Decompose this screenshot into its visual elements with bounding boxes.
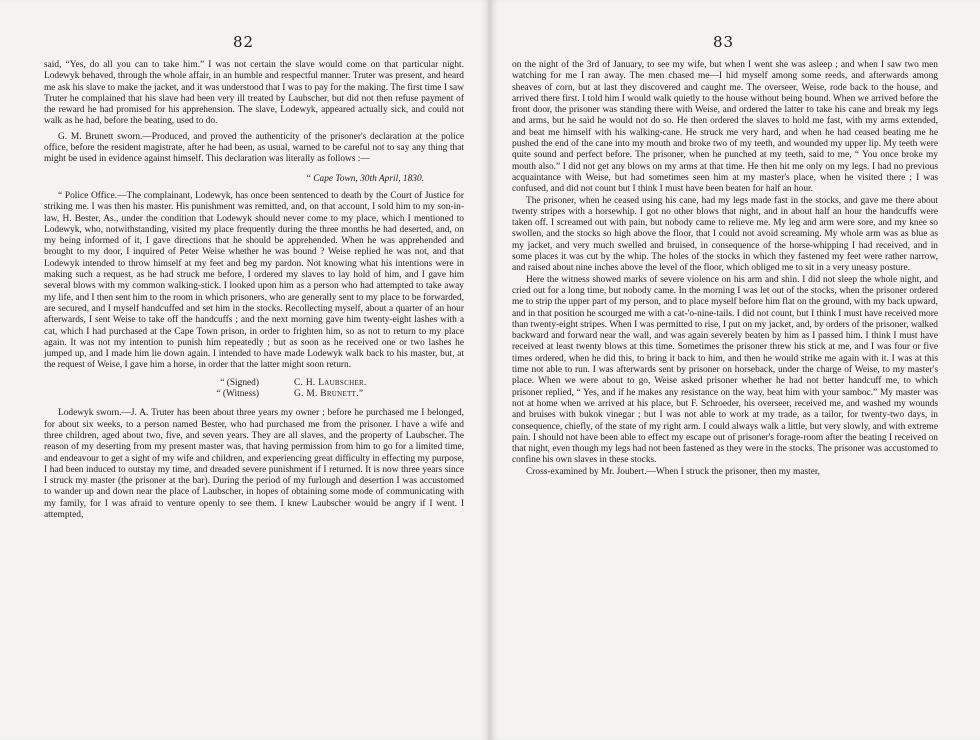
- page-number: 83: [713, 33, 735, 51]
- page-body: [512, 60, 938, 478]
- page-body: [44, 60, 464, 521]
- signature-line: [44, 378, 464, 389]
- page-number: 82: [233, 33, 255, 51]
- paragraph: said, “Yes, do all you can to take him.” I was not certain the slave would come on that particular night. Lodewyk behaved, through the whole affair, in an humble and respectful manner. Truter was present, and heard me ask his slave to make the jacket, and it was understood that I was to pay for the making. The first time I saw Truter he complained that his slave had been very ill treated by Laubscher, but did not then refuse payment of the reward he had promised for his apprehension. The slave, Lodewyk, appeared actually sick, and could not walk as he had, before the beating, used to do.: [44, 60, 464, 127]
- paragraph: Here the witness showed marks of severe violence on his arm and shin. I did not sleep the whole night, and cried out for a long time, but nobody came. In the morning I was let out of the stocks, when the prisoner ordered me to strip the upper part of my person, and to place myself before him flat on the ground, with my back upward, and in that position he scourged me with a cat-'o-nine-tails. I did not count, but I think I must have received more than twenty-eight stripes. When I was permitted to rise, I put on my jacket, and, by orders of the prisoner, walked backward and forward near the wall, and was again severely beaten by him as I passed him. I think I must have received at least twenty blows at this time. Sometimes the prisoner threw his stick at me, and I was four or five times ordered, when he did this, to bring it back to him, and then he would strike me again with it. I was at this time not able to run. I was afterwards sent by prisoner on horseback, under the charge of Weise, to my master's place. When we were about to go, Weise asked prisoner whether he had not better handcuff me, to which prisoner replied, “ Yes, and if he makes any resistance on the way, beat him with your samboc.” My master was not at home when we arrived at his place, but F. Schroeder, his overseer, received me, and washed my wounds and bruises with bukok vinegar ; but I was not able to work at my trade, as a tailor, for twenty-two days, in consequence, chiefly, of the state of my right arm. I could always walk a little, but very slowly, and with extreme pain. I should not have been able to effect my escape out of prisoner's forage-room after the beating I received on that night, even though my legs had not been fastened as they were in the stocks. The prisoner was accustomed to confine his own slaves in these stocks.: [512, 274, 938, 466]
- paragraph: G. M. Brunett sworn.—Produced, and proved the authenticity of the prisoner's declaration at the police office, before the resident magistrate, after he had been, as usual, warned to be careful not to say any thing that might be used in evidence against himself. This declaration was literally as follows :—: [44, 131, 464, 165]
- witness-role: “ (Witness): [216, 389, 259, 400]
- witness-name: G. M. Brunett.”: [294, 389, 364, 400]
- paragraph: Lodewyk sworn.—J. A. Truter has been about three years my owner ; before he purchased me I belonged, for about six weeks, to a person named Bester, who had purchased me from the prisoner. I have a wife and three children, aged about two, five, and seven years. They are all slaves, and the property of Laubscher. The reason of my deserting from my present master was, that having permission from him to go for a limited time, and endeavour to get a sight of my wife and children, and experiencing great difficulty in effecting my purpose, I had been induced to outstay my time, and dreaded severe punishment if I returned. It is now three years since I struck my master (the prisoner at the bar). During the period of my furlough and desertion I was accustomed to wander up and down near the place of Laubscher, in hopes of obtaining some mode of communicating with my family, for I was afraid to venture openly to see them. I knew Laubscher would be angry if I went. I attempted,: [44, 408, 464, 520]
- witness-line: [44, 389, 464, 400]
- signature-block: [44, 378, 464, 401]
- paragraph: on the night of the 3rd of January, to see my wife, but when I went she was asleep ; and when I saw two men watching for me I ran away. The men chased me—I hid myself among some reeds, and afterwards among sheaves of corn, but at last they discovered and caught me. The overseer, Weise, rode back to the house, and arrived there first. I told him I would walk quietly to the house without being bound. When we arrived before the front door, the prisoner was standing there with Weise, and ordered the latter to take his cane and break my legs and arms, but he said he would not do so. He then ordered the slaves to hold me fast, with my arms extended, and beat me himself with his walking-cane. He struck me very hard, and when he had ceased beating me he pushed the end of the cane into my mouth and broke two of my teeth, and wounded my upper lip. My teeth were quite sound and perfect before. The prisoner, when he punched at my teeth, said to me, “ You once broke my mouth also.” I did not get any blows on my arms at that time. He then hit me only on my legs. I had no previous acquaintance with Weise, but had sometimes seen him at my master's place, when he visited there ; I was confused, and did not count but I think I must have been beaten for half an hour.: [512, 60, 938, 195]
- right-page: [491, 0, 980, 740]
- left-page: [0, 0, 489, 740]
- signature-name: C. H. Laubscher.: [294, 377, 367, 388]
- dateline: “ Cape Town, 30th April, 1830.: [305, 173, 424, 184]
- paragraph: “ Police Office.—The complainant, Lodewyk, has once been sentenced to death by the Court of Justice for striking me. I was then his master. His punishment was remitted, and, on that account, I sold him to my son-in-law, H. Bester, As., under the condition that Lodewyk should never come to my place, which I mentioned to Lodewyk, who, notwithstanding, visited my place frequently during the three months he had deserted, and, on my being informed of it, I gave directions that he should be apprehended. When he was apprehended and brought to my door, I inquired of Peter Weise whether he was bound ? Weise replied he was not, and that Lodewyk intended to throw himself at my feet and beg my pardon. Not knowing what his intentions were in making such a request, as he had struck me before, I ordered my slaves to lay hold of him, and I gave him several blows with my common walking-stick. I looked upon him as a person who had attempted to take away my life, and I then sent him to the room in which prisoners, who are generally sent to my place to be forwarded, are secured, and I myself handcuffed and set him in the stocks. Recollecting myself, about a quarter of an hour afterwards, I sent Weise to take off the handcuffs ; and the next morning gave him twenty-eight lashes with a cat, which I had purchased at the Cape Town prison, in order to frighten him, so as not to return to my place again. It was not my intention to punish him repeatedly ; but as soon as he received one or two lashes he jumped up, and I made him lie down again. I intended to have made Lodewyk walk back to his master, but, at the request of Weise, I gave him a horse, in order that the latter might soon return.: [44, 190, 464, 371]
- paragraph: The prisoner, when he ceased using his cane, had my legs made fast in the stocks, and gave me there about twenty stripes with a horsewhip. I got no other blows that night, and in about half an hour the handcuffs were taken off. I screamed out with pain, but nobody came to relieve me. My leg and arm were sore, and my knee so swollen, and the stocks so high above the floor, that I could not avoid screaming. My whole arm was as blue as my jacket, and very much swelled and bruised, in consequence of the horse-whipping I had received, and in some places it was cut by the whip. The holes of the stocks in which they fastened my feet were rather narrow, and raised about nine inches above the level of the floor, which obliged me to sit in a very uneasy posture.: [512, 195, 938, 274]
- signature-role: “ (Signed): [220, 377, 259, 388]
- paragraph: Cross-examined by Mr. Joubert.—When I struck the prisoner, then my master,: [526, 466, 820, 477]
